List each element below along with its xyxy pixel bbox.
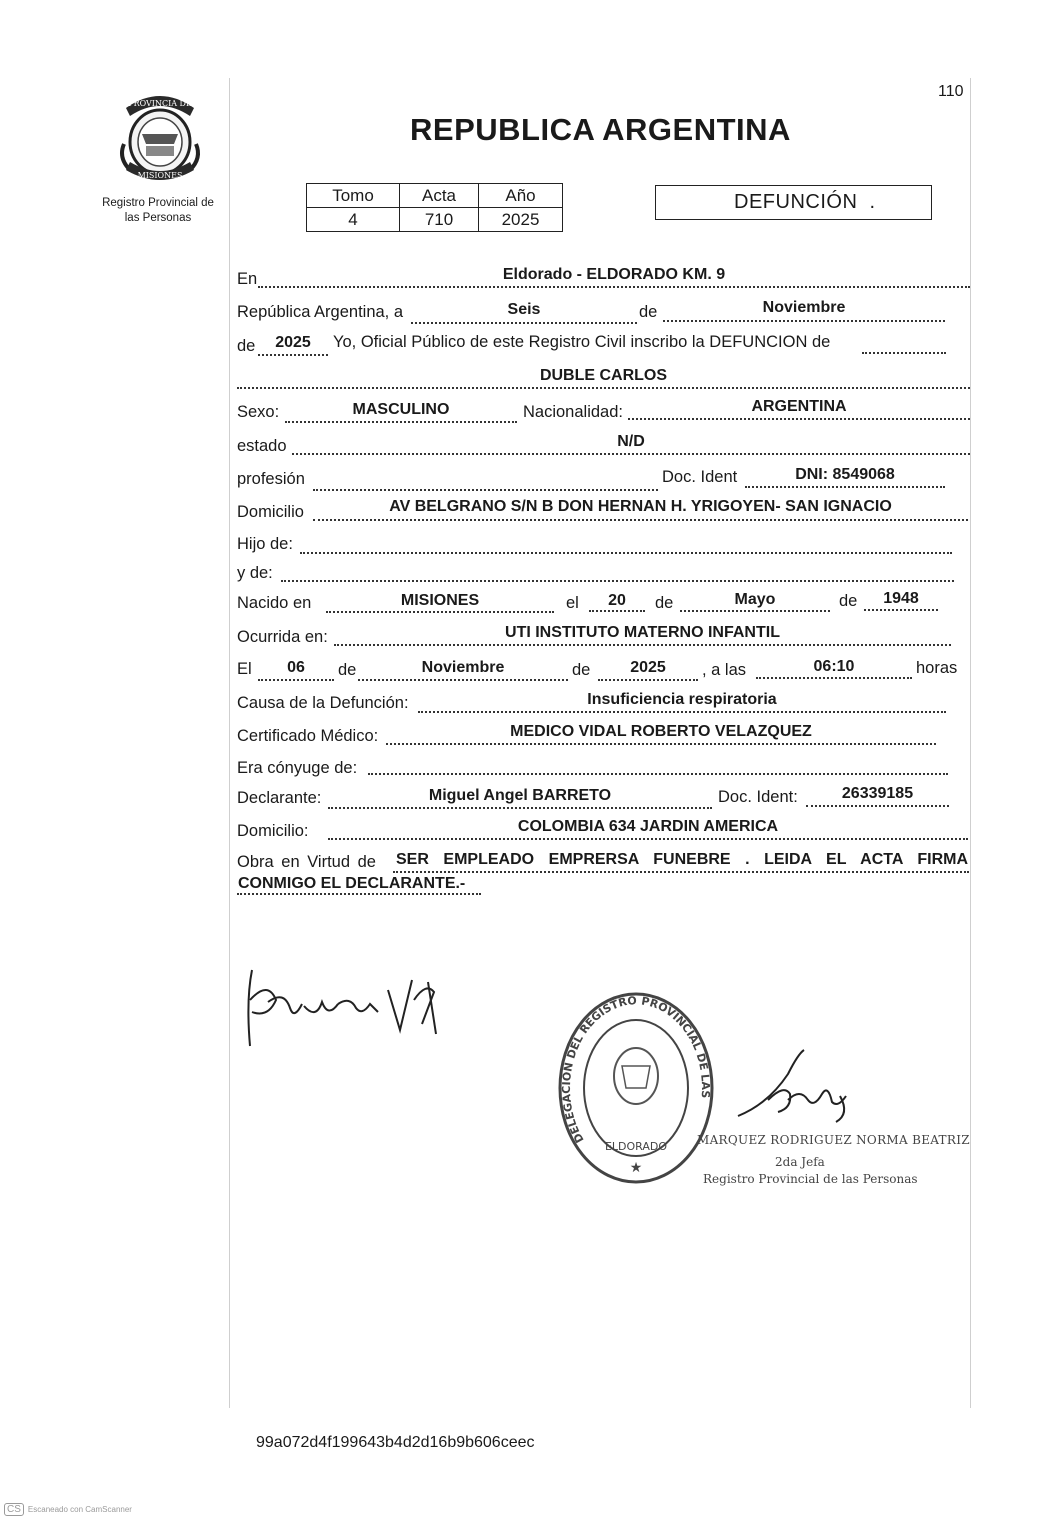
death-year-line <box>598 679 698 681</box>
domicilio-value: AV BELGRANO S/N B DON HERNAN H. YRIGOYEN- SAN IGNACIO <box>389 498 892 515</box>
stamp-city-text: ELDORADO <box>604 1140 668 1153</box>
logo-text-bottom: MISIONES <box>137 171 183 180</box>
alas-label: , a las <box>702 661 747 679</box>
causa-line <box>418 711 946 713</box>
ocurrida-value: UTI INSTITUTO MATERNO INFANTIL <box>505 624 780 641</box>
nacido-line <box>326 611 554 613</box>
sexo-label: Sexo: <box>237 403 280 421</box>
province-seal-logo <box>112 86 208 190</box>
logo-caption <box>83 196 233 226</box>
obra-value-line1: SER EMPLEADO EMPRERSA FUNEBRE . LEIDA EL ACTA FIRMA <box>396 851 968 868</box>
cert-label: Certificado Médico: <box>237 727 379 745</box>
logo-caption-line1: Registro Provincial de <box>102 197 214 209</box>
de6-label: de <box>572 661 591 679</box>
death-time-line <box>756 677 912 679</box>
cert-value: MEDICO VIDAL ROBERTO VELAZQUEZ <box>510 723 812 740</box>
estado-line <box>292 453 970 455</box>
nacionalidad-label: Nacionalidad: <box>523 403 623 421</box>
name-line <box>237 387 970 389</box>
de3-label: de <box>655 594 674 612</box>
registry-value-row <box>307 208 563 232</box>
causa-value: Insuficiencia respiratoria <box>587 691 777 708</box>
page-number: 110 <box>938 83 964 100</box>
estado-value: N/D <box>617 433 645 450</box>
official-text: Yo, Oficial Público de este Registro Civil inscribo la DEFUNCION de <box>333 333 831 351</box>
record-type-box <box>655 185 932 220</box>
anio-value: 2025 <box>479 208 563 232</box>
hijo-line <box>300 552 952 554</box>
domicilio-line <box>313 519 968 521</box>
doc2-label: Doc. Ident: <box>718 788 798 806</box>
domicilio2-value: COLOMBIA 634 JARDIN AMERICA <box>517 818 779 835</box>
day-value: Seis <box>507 301 541 318</box>
doc-line <box>745 486 945 488</box>
birth-day: 20 <box>608 592 626 609</box>
profesion-label: profesión <box>237 470 305 488</box>
logo-caption-line2: las Personas <box>124 211 192 224</box>
domicilio2-label: Domicilio: <box>237 822 309 840</box>
nacido-value: MISIONES <box>400 592 480 609</box>
deceased-name: DUBLE CARLOS <box>539 367 668 384</box>
death-month-line <box>358 679 568 681</box>
horas-label: horas <box>916 659 958 677</box>
official-signature <box>728 1044 868 1129</box>
death-day: 06 <box>287 659 305 676</box>
de4-label: de <box>839 592 858 610</box>
registry-header-row <box>307 184 563 208</box>
de1-label: de <box>639 303 658 321</box>
doc-value: DNI: 8549068 <box>795 466 895 483</box>
birth-day-line <box>589 610 645 612</box>
birth-month-line <box>680 610 830 612</box>
nacionalidad-value: ARGENTINA <box>751 398 847 415</box>
ocurrida-line <box>334 644 951 646</box>
anio-header: Año <box>479 184 563 208</box>
acta-value: 710 <box>400 208 479 232</box>
year-value: 2025 <box>275 334 311 351</box>
birth-year-line <box>864 609 938 611</box>
obra-label: Obra en Virtud de <box>237 853 376 871</box>
month-line <box>663 320 945 322</box>
stamp-ring-text: DELEGACION DEL REGISTRO PROVINCIAL DE LAS <box>559 994 713 1145</box>
en-value: Eldorado - ELDORADO KM. 9 <box>502 266 726 283</box>
month-value: Noviembre <box>762 299 846 316</box>
official-line <box>862 352 946 354</box>
doc2-value: 26339185 <box>841 785 914 802</box>
yde-line <box>281 580 954 582</box>
sexo-line <box>285 421 517 423</box>
conyuge-line <box>368 773 948 775</box>
declarant-signature <box>238 960 458 1065</box>
day-line <box>411 322 637 324</box>
declarante-label: Declarante: <box>237 789 322 807</box>
birth-year: 1948 <box>883 590 919 607</box>
tomo-header: Tomo <box>307 184 400 208</box>
death-day-line <box>258 679 334 681</box>
obra-line2 <box>237 893 481 895</box>
yde-label: y de: <box>237 564 273 582</box>
registry-stamp <box>556 990 716 1195</box>
obra-value-line2: CONMIGO EL DECLARANTE.- <box>238 875 466 892</box>
document-hash: 99a072d4f199643b4d2d16b9b606ceec <box>256 1434 535 1451</box>
republica-label: República Argentina, a <box>237 303 404 321</box>
de2-label: de <box>237 337 256 355</box>
record-type-label: DEFUNCIÓN . <box>734 191 876 213</box>
el2-label: El <box>237 660 252 678</box>
causa-label: Causa de la Defunción: <box>237 694 409 712</box>
ocurrida-label: Ocurrida en: <box>237 628 328 646</box>
sexo-value: MASCULINO <box>352 401 450 418</box>
year-line <box>258 354 328 356</box>
nacido-label: Nacido en <box>237 594 312 612</box>
doc2-line <box>806 805 949 807</box>
profesion-line <box>313 489 658 491</box>
stamp-star: ★ <box>629 1159 643 1175</box>
scanner-badge: CS <box>4 1503 24 1516</box>
death-year: 2025 <box>630 659 666 676</box>
cert-line <box>386 743 936 745</box>
obra-line1 <box>393 871 969 873</box>
page-title: REPUBLICA ARGENTINA <box>410 112 791 147</box>
acta-header: Acta <box>400 184 479 208</box>
domicilio2-line <box>328 838 968 840</box>
death-month: Noviembre <box>421 659 505 676</box>
doc-label: Doc. Ident <box>662 468 738 486</box>
svg-text:DELEGACION DEL REGISTRO PROVIN <box>560 994 712 1145</box>
declarante-value: Miguel Angel BARRETO <box>428 787 612 804</box>
right-margin-line <box>970 78 971 1408</box>
hijo-label: Hijo de: <box>237 535 293 553</box>
scanner-watermark <box>4 1503 132 1516</box>
en-label: En <box>237 270 258 288</box>
logo-text-top: PROVINCIA DE <box>128 99 192 108</box>
nacionalidad-line <box>628 418 970 420</box>
left-margin-line <box>229 78 230 1408</box>
domicilio-label: Domicilio <box>237 503 304 521</box>
scanner-text: Escaneado con CamScanner <box>27 1505 132 1514</box>
en-line <box>258 286 970 288</box>
registry-table <box>306 183 563 232</box>
official-office: Registro Provincial de las Personas <box>703 1172 918 1186</box>
de5-label: de <box>338 661 357 679</box>
tomo-value: 4 <box>307 208 400 232</box>
birth-month: Mayo <box>734 591 776 608</box>
el-label: el <box>566 594 579 612</box>
conyuge-label: Era cónyuge de: <box>237 759 358 777</box>
estado-label: estado <box>237 437 287 455</box>
official-role: 2da Jefa <box>775 1155 825 1169</box>
official-name: MARQUEZ RODRIGUEZ NORMA BEATRIZ <box>697 1133 970 1147</box>
declarante-line <box>328 807 712 809</box>
death-time: 06:10 <box>813 658 855 675</box>
